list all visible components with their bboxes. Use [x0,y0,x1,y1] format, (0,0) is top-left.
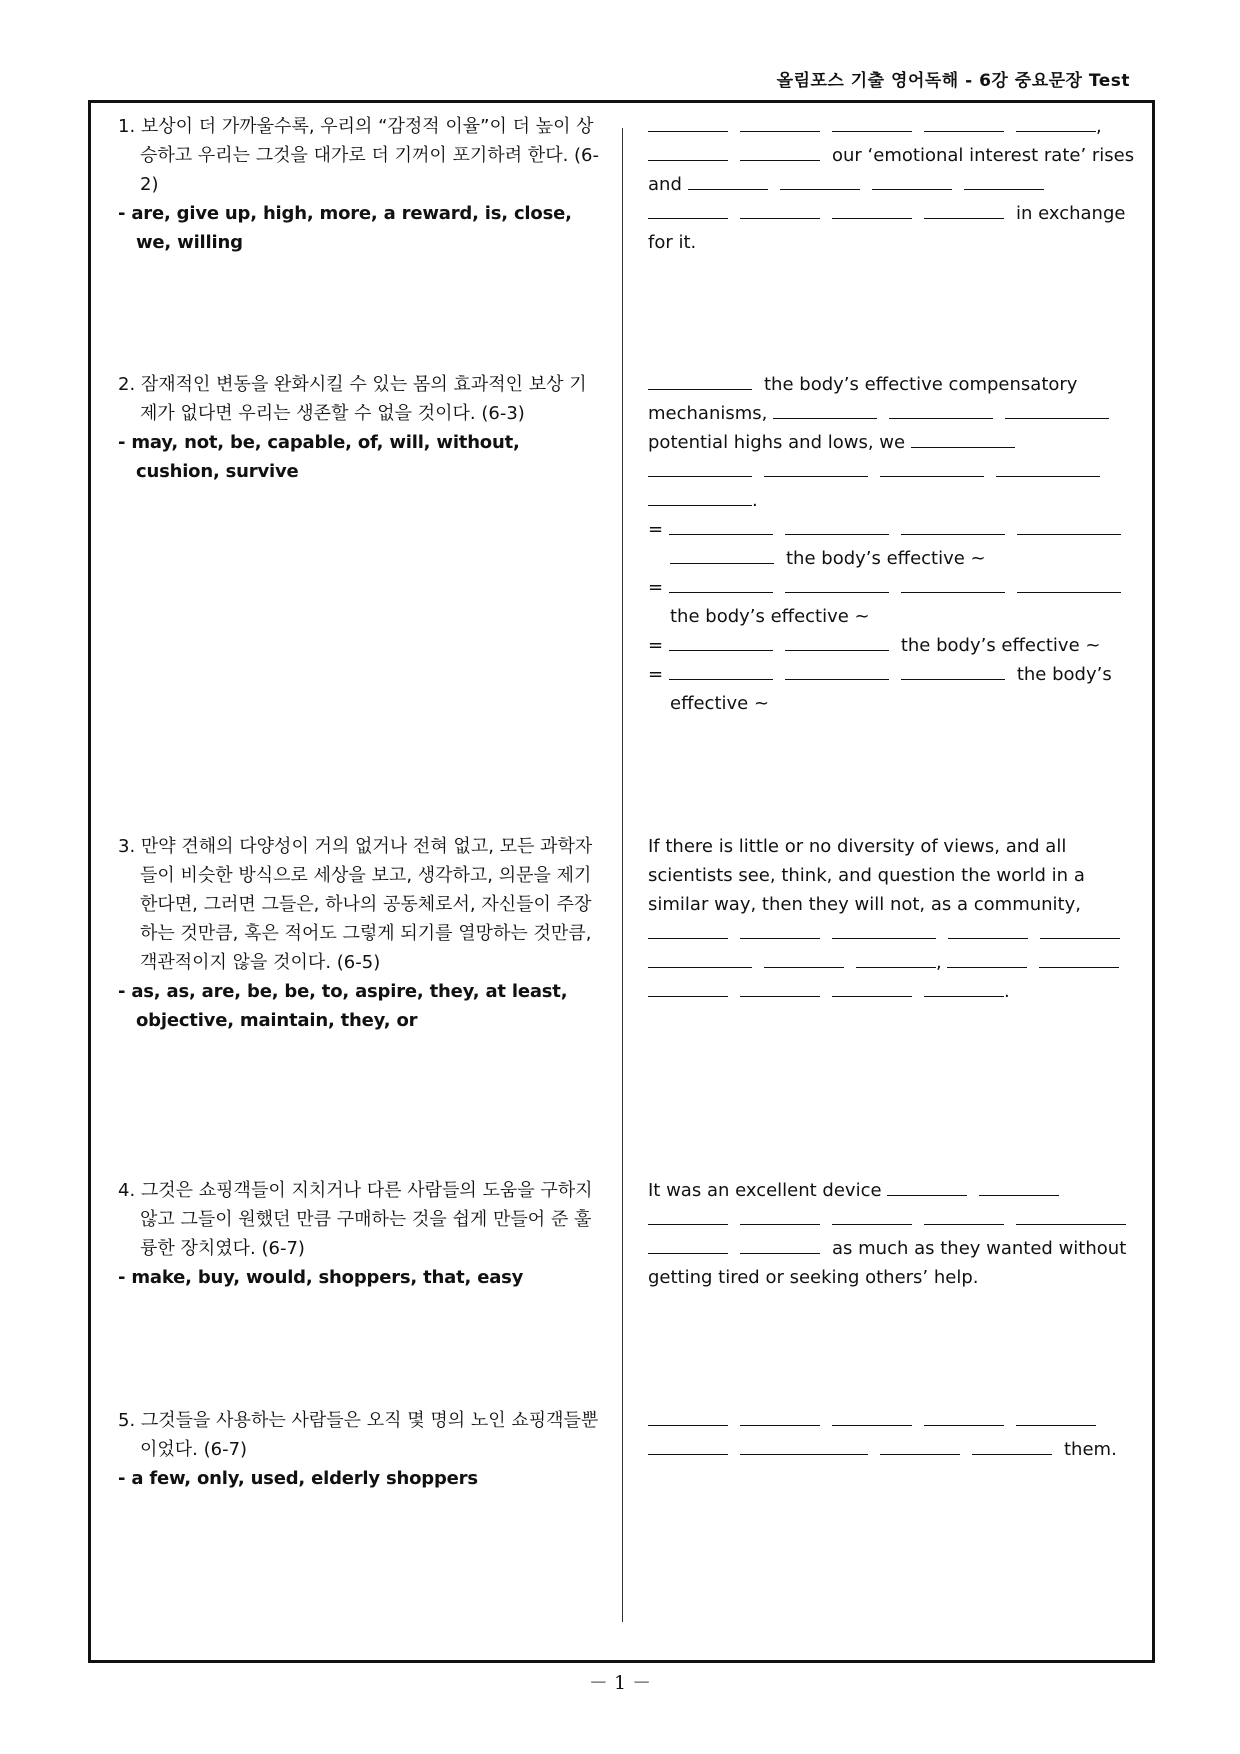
answer-blank[interactable] [785,636,889,651]
answer-blank[interactable] [669,665,773,680]
answer-blank[interactable] [924,1210,1004,1225]
answer-blank[interactable] [648,1210,728,1225]
question-3-prompt [118,832,600,1035]
punctuation: . [1004,981,1010,1002]
punctuation: , [936,952,942,973]
answer-blank[interactable] [648,924,728,939]
page-number: － 1 － [588,1672,652,1694]
answer-blank[interactable] [924,1411,1004,1426]
answer-text: potential highs and lows, we [648,432,906,453]
answer-blank[interactable] [740,1239,820,1254]
answer-blank[interactable] [648,204,728,219]
answer-blank[interactable] [740,1440,868,1455]
answer-blank[interactable] [669,636,773,651]
answer-blank[interactable] [780,175,860,190]
answer-blank[interactable] [648,117,728,132]
answer-blank[interactable] [832,204,912,219]
answer-blank[interactable] [901,665,1005,680]
answer-blank[interactable] [740,982,820,997]
answer-blank[interactable] [740,117,820,132]
question-5-korean: 5. 그것들을 사용하는 사람들은 오직 몇 명의 노인 쇼핑객들뿐이었다. (6-7) [118,1410,599,1460]
equals-sign: = [648,519,664,540]
answer-blank[interactable] [1017,520,1121,535]
answer-blank[interactable] [740,204,820,219]
question-2-answer [648,370,1128,718]
punctuation: . [752,490,758,511]
answer-blank[interactable] [670,549,774,564]
question-4-hint: - make, buy, would, shoppers, that, easy [118,1267,524,1288]
question-2-prompt [118,370,600,486]
question-2-hint: - may, not, be, capable, of, will, without, cushion, survive [118,432,520,482]
answer-blank[interactable] [764,953,844,968]
question-5-prompt [118,1406,600,1493]
answer-blank[interactable] [832,117,912,132]
answer-text: scientists see, think, and question the world in a [648,865,1085,886]
answer-blank[interactable] [1040,924,1120,939]
answer-blank[interactable] [924,204,1004,219]
equals-sign: = [648,664,664,685]
answer-blank[interactable] [832,1411,912,1426]
answer-blank[interactable] [1017,578,1121,593]
question-5-hint: - a few, only, used, elderly shoppers [118,1468,478,1489]
answer-blank[interactable] [948,924,1028,939]
answer-blank[interactable] [856,953,936,968]
answer-blank[interactable] [901,520,1005,535]
answer-blank[interactable] [648,1411,728,1426]
answer-blank[interactable] [947,953,1027,968]
answer-blank[interactable] [832,1210,912,1225]
answer-blank[interactable] [887,1181,967,1196]
answer-blank[interactable] [648,1440,728,1455]
answer-blank[interactable] [740,146,820,161]
answer-text: and [648,174,682,195]
question-4-korean: 4. 그것은 쇼핑객들이 지치거나 다른 사람들의 도움을 구하지 않고 그들이 원했던 만큼 구매하는 것을 쉽게 만들어 준 훌륭한 장치였다. (6-7) [118,1180,593,1259]
question-4-answer [648,1176,1128,1292]
document-title: 올림포스 기출 영어독해 - 6강 중요문장 Test [776,71,1130,91]
question-3-answer [648,832,1128,1006]
answer-text: the body’s effective ~ [786,548,986,569]
answer-blank[interactable] [648,1239,728,1254]
answer-text: mechanisms, [648,403,768,424]
answer-text: the body’s [1016,664,1112,685]
answer-text: for it. [648,232,697,253]
answer-blank[interactable] [648,953,752,968]
answer-blank[interactable] [1005,404,1109,419]
question-1-korean: 1. 보상이 더 가까울수록, 우리의 “감정적 이율”이 더 높이 상승하고 우리는 그것을 대가로 더 기꺼이 포기하려 한다. (6-2) [118,116,599,195]
answer-blank[interactable] [832,982,912,997]
answer-blank[interactable] [832,924,936,939]
answer-blank[interactable] [1039,953,1119,968]
answer-blank[interactable] [648,375,752,390]
equals-sign: = [648,577,664,598]
question-4-prompt [118,1176,600,1292]
answer-blank[interactable] [911,433,1015,448]
answer-text: the body’s effective compensatory [764,374,1078,395]
answer-text: our ‘emotional interest rate’ rises [832,145,1135,166]
column-divider [622,128,623,1622]
answer-blank[interactable] [648,146,728,161]
answer-blank[interactable] [924,117,1004,132]
punctuation: , [1096,116,1102,137]
question-1-hint: - are, give up, high, more, a reward, is, close, we, willing [118,203,572,253]
answer-blank[interactable] [996,462,1100,477]
answer-blank[interactable] [1016,1210,1126,1225]
question-2-korean: 2. 잠재적인 변동을 완화시킬 수 있는 몸의 효과적인 보상 기제가 없다면 우리는 생존할 수 없을 것이다. (6-3) [118,374,587,424]
answer-blank[interactable] [648,982,728,997]
answer-blank[interactable] [880,462,984,477]
answer-text: getting tired or seeking others’ help. [648,1267,979,1288]
equals-sign: = [648,635,664,656]
answer-blank[interactable] [889,404,993,419]
answer-blank[interactable] [972,1440,1052,1455]
answer-blank[interactable] [740,1210,820,1225]
answer-blank[interactable] [648,491,752,506]
answer-blank[interactable] [979,1181,1059,1196]
question-1-answer [648,112,1135,257]
answer-text: as much as they wanted without [832,1238,1127,1259]
answer-text: effective ~ [670,693,770,714]
answer-blank[interactable] [773,404,877,419]
answer-text: similar way, then they will not, as a community, [648,894,1081,915]
answer-blank[interactable] [880,1440,960,1455]
answer-blank[interactable] [1016,1411,1096,1426]
question-1-prompt [118,112,600,257]
answer-blank[interactable] [785,520,889,535]
answer-blank[interactable] [785,578,889,593]
answer-blank[interactable] [785,665,889,680]
answer-blank[interactable] [764,462,868,477]
answer-text: the body’s effective ~ [900,635,1101,656]
answer-text: them. [1064,1439,1117,1460]
question-3-korean: 3. 만약 견해의 다양성이 거의 없거나 전혀 없고, 모든 과학자들이 비슷한 방식으로 세상을 보고, 생각하고, 의문을 제기한다면, 그러면 그들은, 하나의 공동체로서, 자신들이 주장하는 것만큼, 혹은 적어도 그렇게 되기를 열망하는 것만큼, 객관적이지 않을 것이다. (6-5) [118,836,593,973]
question-3-hint: - as, as, are, be, be, to, aspire, they, at least, objective, maintain, they, or [118,981,568,1031]
answer-blank[interactable] [964,175,1044,190]
answer-blank[interactable] [648,462,752,477]
answer-text: If there is little or no diversity of views, and all [648,836,1067,857]
answer-text: in exchange [1016,203,1126,224]
answer-blank[interactable] [669,520,773,535]
answer-blank[interactable] [924,982,1004,997]
question-5-answer [648,1406,1128,1464]
answer-blank[interactable] [688,175,768,190]
answer-text: It was an excellent device [648,1180,882,1201]
answer-blank[interactable] [740,1411,820,1426]
answer-blank[interactable] [1016,117,1096,132]
answer-blank[interactable] [901,578,1005,593]
answer-text: the body’s effective ~ [670,606,870,627]
answer-blank[interactable] [669,578,773,593]
answer-blank[interactable] [872,175,952,190]
answer-blank[interactable] [740,924,820,939]
